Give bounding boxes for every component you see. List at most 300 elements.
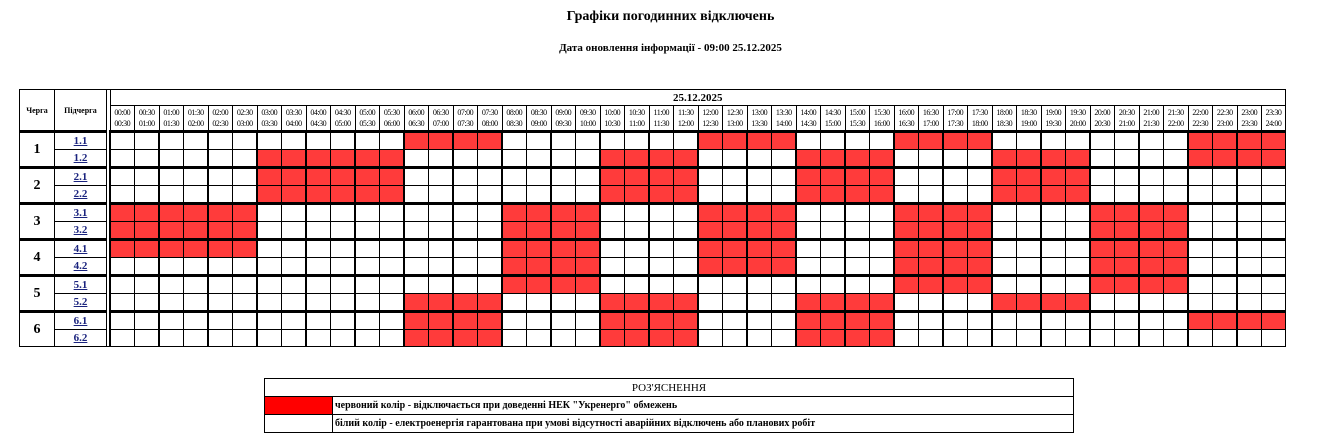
power-cell [355, 312, 380, 330]
power-cell [674, 222, 699, 240]
power-cell [796, 222, 821, 240]
time-slot-end: 01:00 [138, 119, 155, 129]
power-cell [772, 168, 797, 186]
outage-cell [870, 150, 895, 168]
power-cell [943, 312, 968, 330]
outage-cell [943, 240, 968, 258]
outage-cell [821, 168, 846, 186]
time-slot-header [355, 106, 380, 132]
subqueue-link[interactable]: 2.1 [73, 171, 88, 183]
power-cell [282, 240, 307, 258]
outage-cell [527, 240, 552, 258]
time-slot-end: 05:00 [334, 119, 351, 129]
power-cell [1262, 276, 1286, 294]
outage-cell [576, 204, 601, 222]
power-cell [478, 222, 503, 240]
power-cell [208, 186, 233, 204]
power-cell [355, 330, 380, 347]
queue-label: 2 [20, 168, 55, 204]
power-cell [551, 312, 576, 330]
power-cell [968, 186, 993, 204]
outage-cell [992, 186, 1017, 204]
subqueue-link[interactable]: 5.1 [73, 279, 88, 291]
time-slot-header [159, 106, 184, 132]
power-cell [233, 276, 258, 294]
schedule-row [20, 258, 1286, 276]
power-cell [208, 258, 233, 276]
time-slot-end: 08:00 [481, 119, 498, 129]
power-cell [380, 132, 405, 150]
outage-cell [404, 330, 429, 347]
power-cell [649, 204, 674, 222]
outage-cell [821, 186, 846, 204]
outage-cell [380, 150, 405, 168]
outage-cell [968, 204, 993, 222]
power-cell [135, 258, 160, 276]
time-slot-header [1188, 106, 1213, 132]
outage-cell [551, 204, 576, 222]
subqueue-link[interactable]: 3.1 [73, 207, 88, 219]
time-slot-header [331, 106, 356, 132]
outage-cell [551, 258, 576, 276]
power-cell [159, 186, 184, 204]
power-cell [331, 312, 356, 330]
outage-cell [1041, 294, 1066, 312]
power-cell [1041, 240, 1066, 258]
time-slot-end: 18:00 [971, 119, 988, 129]
power-cell [894, 150, 919, 168]
power-cell [1213, 204, 1238, 222]
time-slot-start: 16:00 [898, 108, 915, 118]
outage-cell [233, 204, 258, 222]
power-cell [894, 312, 919, 330]
power-cell [306, 294, 331, 312]
time-slot-header [943, 106, 968, 132]
outage-cell [968, 240, 993, 258]
power-cell [1139, 186, 1164, 204]
outage-cell [943, 276, 968, 294]
subqueue-link[interactable]: 1.2 [73, 152, 88, 164]
time-slot-header [1017, 106, 1042, 132]
outage-cell [306, 150, 331, 168]
outage-cell [919, 258, 944, 276]
schedule-row [20, 168, 1286, 186]
power-cell [380, 312, 405, 330]
outage-cell [649, 168, 674, 186]
schedule-row [20, 312, 1286, 330]
time-slot-header [184, 106, 209, 132]
power-cell [404, 186, 429, 204]
outage-cell [747, 258, 772, 276]
time-slot-header [135, 106, 160, 132]
time-slot-header [576, 106, 601, 132]
outage-cell [282, 186, 307, 204]
outage-cell [796, 168, 821, 186]
subqueue-link[interactable]: 4.1 [73, 243, 88, 255]
time-slot-end: 04:30 [310, 119, 327, 129]
power-cell [478, 276, 503, 294]
power-cell [135, 330, 160, 347]
outage-cell [796, 330, 821, 347]
power-cell [1041, 276, 1066, 294]
power-cell [257, 276, 282, 294]
power-cell [796, 204, 821, 222]
power-cell [453, 276, 478, 294]
power-cell [1066, 222, 1091, 240]
power-cell [723, 168, 748, 186]
power-cell [674, 204, 699, 222]
time-slot-header [894, 106, 919, 132]
time-slot-end: 00:30 [114, 119, 131, 129]
outage-cell [282, 168, 307, 186]
subqueue-link[interactable]: 1.1 [73, 135, 88, 147]
power-cell [649, 222, 674, 240]
outage-cell [894, 258, 919, 276]
legend-red-swatch [265, 397, 333, 415]
power-cell [723, 186, 748, 204]
power-cell [1017, 204, 1042, 222]
power-cell [992, 312, 1017, 330]
power-cell [576, 168, 601, 186]
power-cell [429, 168, 454, 186]
time-slot-end: 05:30 [359, 119, 376, 129]
outage-cell [527, 204, 552, 222]
time-slot-end: 06:30 [408, 119, 425, 129]
power-cell [796, 132, 821, 150]
outage-cell [135, 204, 160, 222]
power-cell [257, 294, 282, 312]
power-cell [723, 330, 748, 347]
power-cell [282, 276, 307, 294]
time-slot-header [527, 106, 552, 132]
power-cell [159, 294, 184, 312]
time-slot-header [1066, 106, 1091, 132]
power-cell [870, 240, 895, 258]
power-cell [306, 222, 331, 240]
power-cell [723, 150, 748, 168]
outage-cell [1237, 132, 1262, 150]
power-cell [1237, 294, 1262, 312]
outage-cell [257, 168, 282, 186]
power-cell [527, 330, 552, 347]
power-cell [1237, 222, 1262, 240]
power-cell [796, 276, 821, 294]
outage-schedule-table [19, 89, 1286, 347]
power-cell [1090, 132, 1115, 150]
outage-cell [649, 150, 674, 168]
outage-cell [747, 132, 772, 150]
power-cell [1066, 312, 1091, 330]
power-cell [184, 132, 209, 150]
subqueue-label [55, 312, 107, 330]
power-cell [404, 222, 429, 240]
outage-cell [845, 294, 870, 312]
power-cell [404, 276, 429, 294]
outage-cell [625, 294, 650, 312]
power-cell [551, 330, 576, 347]
schedule-row [20, 204, 1286, 222]
power-cell [1017, 222, 1042, 240]
outage-cell [600, 168, 625, 186]
outage-cell [894, 132, 919, 150]
power-cell [208, 276, 233, 294]
subqueue-link[interactable]: 3.2 [73, 224, 88, 236]
outage-cell [1188, 132, 1213, 150]
outage-cell [208, 240, 233, 258]
power-cell [257, 330, 282, 347]
time-slot-header [257, 106, 282, 132]
power-cell [1041, 222, 1066, 240]
power-cell [919, 168, 944, 186]
power-cell [968, 312, 993, 330]
subqueue-label [55, 222, 107, 240]
power-cell [1066, 204, 1091, 222]
power-cell [282, 132, 307, 150]
outage-cell [625, 186, 650, 204]
time-slot-start: 05:30 [383, 108, 400, 118]
power-cell [1041, 258, 1066, 276]
power-cell [184, 312, 209, 330]
outage-cell [306, 168, 331, 186]
power-cell [772, 276, 797, 294]
date-header: 25.12.2025 [110, 90, 1286, 106]
outage-cell [502, 276, 527, 294]
time-slot-header [772, 106, 797, 132]
time-slot-end: 13:30 [751, 119, 768, 129]
outage-cell [1164, 258, 1189, 276]
outage-cell [1115, 240, 1140, 258]
power-cell [1237, 168, 1262, 186]
power-cell [674, 132, 699, 150]
power-cell [208, 312, 233, 330]
outage-cell [233, 240, 258, 258]
schedule-row [20, 150, 1286, 168]
power-cell [331, 294, 356, 312]
outage-cell [1066, 168, 1091, 186]
power-cell [1115, 168, 1140, 186]
power-cell [870, 204, 895, 222]
time-slot-start: 13:00 [751, 108, 768, 118]
power-cell [135, 168, 160, 186]
power-cell [1164, 168, 1189, 186]
queue-label: 4 [20, 240, 55, 276]
outage-cell [159, 240, 184, 258]
outage-cell [1017, 186, 1042, 204]
power-cell [1262, 222, 1286, 240]
time-slot-start: 02:30 [236, 108, 253, 118]
outage-cell [821, 312, 846, 330]
power-cell [135, 312, 160, 330]
outage-cell [355, 168, 380, 186]
time-slot-start: 05:00 [359, 108, 376, 118]
time-slot-header [502, 106, 527, 132]
power-cell [649, 240, 674, 258]
power-cell [404, 150, 429, 168]
outage-cell [1090, 204, 1115, 222]
outage-cell [453, 294, 478, 312]
outage-cell [747, 204, 772, 222]
time-slot-header [1090, 106, 1115, 132]
outage-cell [845, 150, 870, 168]
power-cell [845, 204, 870, 222]
power-cell [478, 240, 503, 258]
power-cell [110, 294, 135, 312]
power-cell [968, 168, 993, 186]
subqueue-link[interactable]: 4.2 [73, 260, 88, 272]
power-cell [796, 240, 821, 258]
time-slot-start: 09:00 [555, 108, 572, 118]
power-cell [1164, 150, 1189, 168]
subqueue-label [55, 168, 107, 186]
outage-cell [1237, 150, 1262, 168]
power-cell [600, 222, 625, 240]
power-cell [723, 276, 748, 294]
power-cell [1041, 330, 1066, 347]
power-cell [992, 276, 1017, 294]
power-cell [1262, 204, 1286, 222]
outage-cell [1213, 132, 1238, 150]
power-cell [110, 258, 135, 276]
time-slot-end: 24:00 [1265, 119, 1282, 129]
power-cell [1115, 186, 1140, 204]
time-slot-header [870, 106, 895, 132]
power-cell [233, 312, 258, 330]
outage-cell [1066, 186, 1091, 204]
outage-cell [110, 204, 135, 222]
power-cell [110, 186, 135, 204]
power-cell [1188, 222, 1213, 240]
power-cell [257, 240, 282, 258]
power-cell [698, 168, 723, 186]
time-slot-end: 09:30 [555, 119, 572, 129]
power-cell [527, 132, 552, 150]
power-cell [1115, 132, 1140, 150]
power-cell [380, 276, 405, 294]
time-slot-start: 00:30 [138, 108, 155, 118]
power-cell [527, 294, 552, 312]
power-cell [1041, 204, 1066, 222]
power-cell [110, 132, 135, 150]
outage-cell [968, 222, 993, 240]
power-cell [331, 132, 356, 150]
subqueue-label [55, 240, 107, 258]
power-cell [208, 168, 233, 186]
outage-cell [576, 240, 601, 258]
outage-cell [919, 240, 944, 258]
outage-cell [723, 240, 748, 258]
outage-cell [919, 222, 944, 240]
power-cell [1090, 294, 1115, 312]
time-slot-start: 22:30 [1216, 108, 1233, 118]
power-cell [233, 132, 258, 150]
subqueue-label [55, 294, 107, 312]
power-cell [1237, 258, 1262, 276]
schedule-row [20, 330, 1286, 347]
power-cell [894, 168, 919, 186]
time-slot-start: 06:30 [432, 108, 449, 118]
time-slot-end: 09:00 [530, 119, 547, 129]
subqueue-link[interactable]: 6.2 [73, 332, 88, 344]
power-cell [282, 312, 307, 330]
outage-cell [943, 204, 968, 222]
power-cell [992, 204, 1017, 222]
outage-cell [135, 240, 160, 258]
power-cell [1090, 150, 1115, 168]
time-slot-end: 16:30 [898, 119, 915, 129]
outage-cell [943, 258, 968, 276]
outage-cell [527, 258, 552, 276]
power-cell [747, 186, 772, 204]
subqueue-label [55, 258, 107, 276]
power-cell [1188, 276, 1213, 294]
subqueue-link[interactable]: 6.1 [73, 315, 88, 327]
outage-cell [821, 294, 846, 312]
power-cell [306, 312, 331, 330]
power-cell [1017, 258, 1042, 276]
time-slot-end: 10:30 [604, 119, 621, 129]
outage-cell [1115, 222, 1140, 240]
time-slot-start: 01:30 [187, 108, 204, 118]
time-slot-start: 17:00 [947, 108, 964, 118]
power-cell [894, 294, 919, 312]
outage-cell [747, 240, 772, 258]
subqueue-link[interactable]: 2.2 [73, 188, 88, 200]
power-cell [1213, 222, 1238, 240]
power-cell [968, 330, 993, 347]
time-slot-start: 12:00 [702, 108, 719, 118]
power-cell [110, 168, 135, 186]
time-slot-start: 17:30 [971, 108, 988, 118]
outage-cell [331, 186, 356, 204]
outage-cell [600, 294, 625, 312]
outage-cell [747, 222, 772, 240]
outage-cell [551, 276, 576, 294]
outage-cell [796, 150, 821, 168]
power-cell [1188, 258, 1213, 276]
outage-cell [1090, 222, 1115, 240]
power-cell [649, 132, 674, 150]
power-cell [772, 330, 797, 347]
outage-cell [502, 240, 527, 258]
time-slot-header [1237, 106, 1262, 132]
time-slot-start: 06:00 [408, 108, 425, 118]
time-slot-start: 11:30 [678, 108, 694, 118]
time-slot-end: 04:00 [285, 119, 302, 129]
power-cell [600, 132, 625, 150]
power-cell [992, 258, 1017, 276]
subqueue-link[interactable]: 5.2 [73, 296, 88, 308]
time-slot-header [1213, 106, 1238, 132]
power-cell [772, 150, 797, 168]
outage-cell [894, 240, 919, 258]
outage-cell [502, 258, 527, 276]
power-cell [355, 132, 380, 150]
time-slot-start: 10:00 [604, 108, 621, 118]
legend-white-text: білий колір - електроенергія гарантована при умові відсутності аварійних відключень або планових робіт [333, 415, 1074, 433]
power-cell [1090, 312, 1115, 330]
power-cell [306, 276, 331, 294]
power-cell [429, 204, 454, 222]
time-slot-header [600, 106, 625, 132]
power-cell [894, 186, 919, 204]
schedule-row [20, 240, 1286, 258]
outage-cell [894, 204, 919, 222]
outage-cell [527, 222, 552, 240]
outage-cell [600, 150, 625, 168]
power-cell [625, 240, 650, 258]
power-cell [282, 204, 307, 222]
time-slot-end: 14:30 [800, 119, 817, 129]
